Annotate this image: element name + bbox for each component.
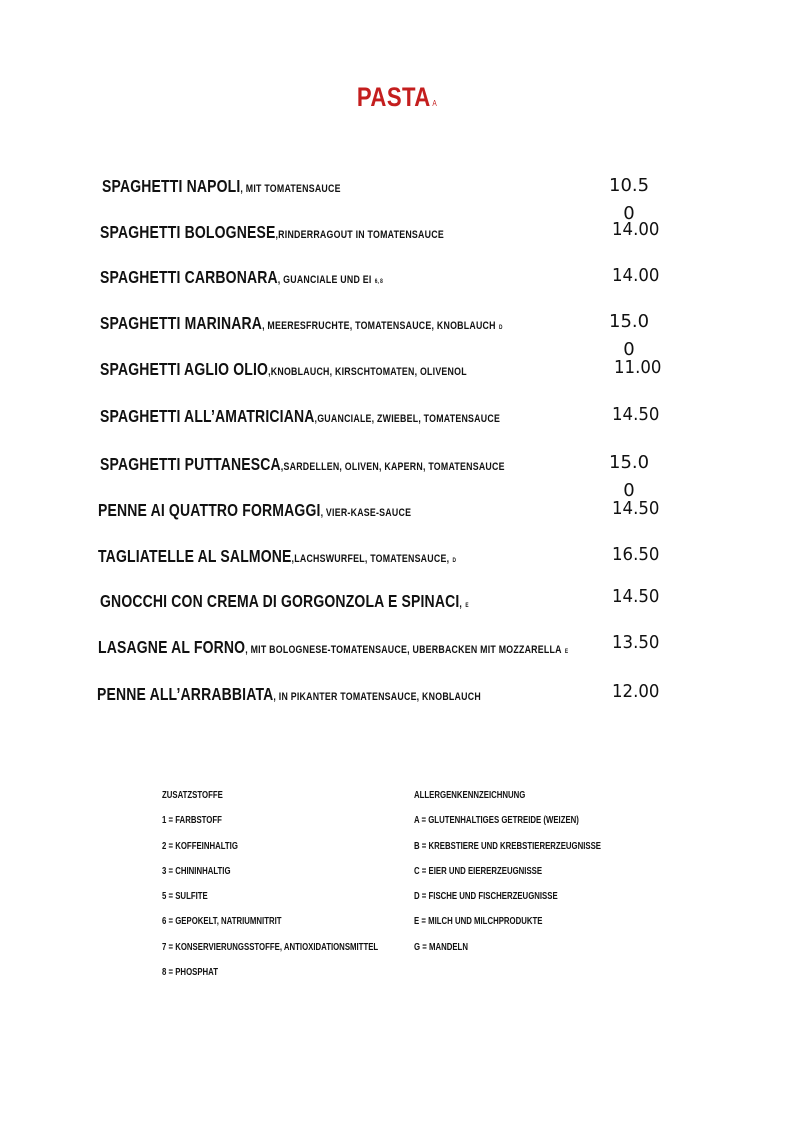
allergen-entry: C = EIER UND EIERERZEUGNISSE (414, 865, 543, 877)
menu-item-bolognese (100, 222, 444, 243)
item-price-bottom: 0 (623, 203, 635, 224)
menu-item-aglio-olio (100, 359, 467, 380)
item-name: SPAGHETTI AGLIO OLIO (100, 359, 269, 379)
item-price-quattro-formaggi: 14.50 (612, 498, 660, 519)
item-price-salmone: 16.50 (612, 544, 660, 565)
additive-entry: 7 = KONSERVIERUNGSSTOFFE, ANTIOXIDATIONSMITTEL (162, 941, 379, 953)
item-name: SPAGHETTI CARBONARA (100, 267, 278, 287)
item-allergen-tag: 6, 8 (374, 279, 383, 285)
menu-title-allergen-mark: A (432, 99, 438, 108)
additives-title: ZUSATZSTOFFE (162, 790, 223, 801)
item-price-bottom: 0 (623, 339, 635, 360)
item-description: , MIT BOLOGNESE-TOMATENSAUCE, UBERBACKEN MIT MOZZARELLA (245, 644, 562, 656)
allergens-legend (414, 790, 654, 967)
item-description: ,LACHSWURFEL, TOMATENSAUCE, (291, 553, 450, 565)
item-description: , (459, 598, 463, 610)
additive-entry: 8 = PHOSPHAT (162, 967, 218, 979)
menu-item-gnocchi (100, 591, 469, 612)
allergens-title: ALLERGENKENNZEICHNUNG (414, 790, 526, 801)
item-description: ,GUANCIALE, ZWIEBEL, TOMATENSAUCE (314, 413, 501, 425)
item-price-aglio-olio: 11.00 (614, 357, 662, 378)
item-price-top: 10.5 (609, 175, 650, 196)
additive-entry: 1 = FARBSTOFF (162, 815, 222, 827)
allergen-entry: E = MILCH UND MILCHPRODUKTE (414, 916, 543, 928)
item-price-bolognese: 14.00 (612, 219, 660, 240)
menu-item-marinara (100, 313, 502, 334)
item-allergen-tag: D (498, 325, 503, 331)
item-price-amatriciana: 14.50 (612, 404, 660, 425)
menu-item-amatriciana (100, 406, 500, 427)
item-name: SPAGHETTI NAPOLI (102, 176, 241, 196)
item-name: GNOCCHI CON CREMA DI GORGONZOLA E SPINACI (100, 591, 460, 611)
item-price-marinara (609, 308, 649, 364)
item-description: ,RINDERRAGOUT IN TOMATENSAUCE (275, 229, 444, 241)
menu-item-puttanesca (100, 454, 505, 475)
item-name: PENNE ALL’ARRABBIATA (97, 684, 274, 704)
item-price-arrabbiata: 12.00 (612, 681, 660, 702)
item-allergen-tag: E (465, 603, 469, 609)
item-description: , IN PIKANTER TOMATENSAUCE, KNOBLAUCH (273, 691, 481, 703)
item-price-gnocchi: 14.50 (612, 586, 660, 607)
menu-item-napoli (102, 176, 341, 197)
item-name: SPAGHETTI MARINARA (100, 313, 263, 333)
additive-entry: 2 = KOFFEINHALTIG (162, 840, 238, 852)
item-price-puttanesca (609, 449, 649, 505)
additive-entry: 3 = CHININHALTIG (162, 865, 231, 877)
menu-title (71, 82, 722, 113)
item-description: ,SARDELLEN, OLIVEN, KAPERN, TOMATENSAUCE (280, 461, 505, 473)
item-allergen-tag: D (452, 558, 456, 564)
menu-item-carbonara (100, 267, 383, 288)
item-price-carbonara: 14.00 (612, 265, 660, 286)
item-name: SPAGHETTI PUTTANESCA (100, 454, 281, 474)
item-price-bottom: 0 (623, 480, 635, 501)
item-name: SPAGHETTI BOLOGNESE (100, 222, 276, 242)
item-price-lasagne: 13.50 (612, 632, 660, 653)
item-price-top: 15.0 (609, 311, 650, 332)
item-name: TAGLIATELLE AL SALMONE (98, 546, 292, 566)
menu-item-lasagne (98, 637, 568, 658)
allergen-entry: D = FISCHE UND FISCHERZEUGNISSE (414, 891, 558, 903)
item-price-top: 15.0 (609, 452, 650, 473)
item-description: , VIER-KASE-SAUCE (320, 507, 412, 519)
allergen-entry: B = KREBSTIERE UND KREBSTIERERZEUGNISSE (414, 840, 602, 852)
item-allergen-tag: E (564, 649, 569, 655)
menu-title-text: PASTA (356, 82, 431, 112)
additives-legend (162, 790, 439, 992)
item-description: , MIT TOMATENSAUCE (240, 183, 341, 195)
menu-item-arrabbiata (97, 684, 481, 705)
item-name: PENNE AI QUATTRO FORMAGGI (98, 500, 321, 520)
item-description: , GUANCIALE UND EI (277, 274, 372, 286)
allergen-entry: G = MANDELN (414, 941, 468, 953)
allergen-entry: A = GLUTENHALTIGES GETREIDE (WEIZEN) (414, 815, 579, 827)
additive-entry: 5 = SULFITE (162, 891, 208, 903)
item-name: SPAGHETTI ALL’AMATRICIANA (100, 406, 315, 426)
item-name: LASAGNE AL FORNO (98, 637, 246, 657)
menu-item-salmone (98, 546, 456, 567)
additive-entry: 6 = GEPOKELT, NATRIUMNITRIT (162, 916, 282, 928)
item-description: , MEERESFRUCHTE, TOMATENSAUCE, KNOBLAUCH (262, 320, 496, 332)
menu-item-quattro-formaggi (98, 500, 411, 521)
item-description: ,KNOBLAUCH, KIRSCHTOMATEN, OLIVENOL (268, 366, 467, 378)
